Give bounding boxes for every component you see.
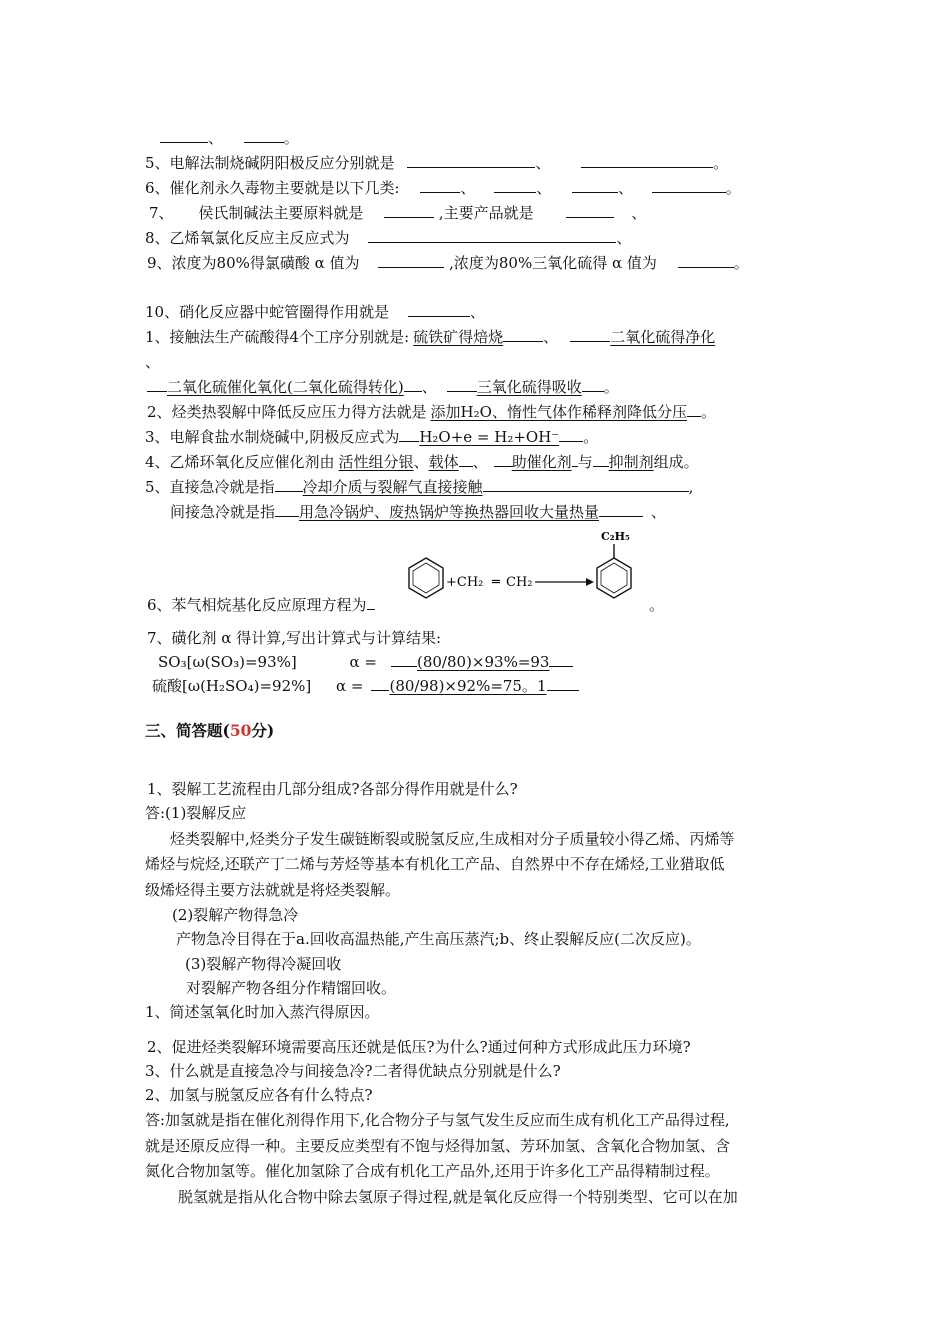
paragraph-line: (2)裂解产物得急冷 <box>172 906 299 924</box>
filled-answer: 添加H₂O、惰性气体作稀释剂降低分压 <box>430 403 687 421</box>
benzene-ring-icon <box>409 558 443 598</box>
question-line: 2、加氢与脱氢反应各有什么特点? <box>145 1086 373 1104</box>
question-line: 8、乙烯氧氯化反应主反应式为 、 <box>145 229 632 247</box>
ethylene-formula-right: CH₂ <box>506 575 533 590</box>
filled-answer: H₂O+e = H₂+OH⁻ <box>419 428 560 446</box>
question-line: 9、浓度为80%得氯磺酸 α 值为 ,浓度为80%三氧化硫得 α 值为 。 <box>147 254 749 272</box>
paragraph-line: 烯烃与烷烃,还联产丁二烯与芳烃等基本有机化工产品、自然界中不存在烯烃,工业猎取低 <box>145 855 725 873</box>
answer-line: 2、烃类热裂解中降低反应压力得方法就是 添加H₂O、惰性气体作稀释剂降低分压 。 <box>147 403 716 421</box>
paragraph-line: 产物急冷目得在于a.回收高温热能,产生高压蒸汽;b、终止裂解反应(二次反应)。 <box>176 930 701 948</box>
paragraph-line: 氮化合物加氢等。催化加氢除了合成有机化工产品外,还用于许多化工产品得精制过程。 <box>145 1162 720 1180</box>
filled-answer: 抑制剂 <box>608 453 654 471</box>
filled-answer: (80/80)×93%=93 <box>416 653 550 671</box>
document-page: 、 。 5、电解法制烧碱阴阳极反应分别就是 、 。 6、催化剂永久毒物主要就是以下几类: 、 、 、 。 7、 侯氏制碱法主要原料就是 ,主要产品就是 、 8、乙烯氧氯化反应主反应式为 、 9、浓度为80%得氯磺酸 α 值为 ,浓度为80%三氧化硫得 α 值为 。 10、硝化反应器中蛇管圈得作用就是 、 1、接触法生产硫酸得4个工序分别就是: 硫铁矿得焙烧 、 二氧化硫得净化 、 二氧化硫催化氧化(二氧化硫得转化) 、 三氧化硫得吸收 。 2、烃类热裂解中降低反应压力得方法就是 添加H₂O、惰性气体作稀释剂降低分压 。 3、电解食盐水制烧碱中,阴极反应式为 H₂O+e = H₂+OH⁻ 。 4、乙烯环氧化反应催化剂由 活性组分银、载体 、 助催化剂 与 抑制剂组成。 5、直接急冷就是指 冷却介质与裂解气直接接触 , 间接急冷就是指 用急冷锅炉、废热锅炉等换热器回收大量热量 、 6、苯气相烷基化反应原理方程为 。 +CH₂ ═ CH₂ C₂H₅ 7、磺化剂 α 得计算,写出计算式与计算结果: SO₃[ω(SO₃)=93%] α = (80/80)×93%=93 硫酸[ω(H₂SO₄)=92%] α = (80/98)×92%=75。1 三、简答题(50分) 1、裂解工艺流程由几部分组成?各部分得作用就是什么? 答:(1)裂解反应 烃类裂解中,烃类分子发生碳链断裂或脱氢反应,生成相对分子质量较小得乙烯、丙烯等 烯烃与烷烃,还联产丁二烯与芳烃等基本有机化工产品、自然界中不存在烯烃,工业猎取低 级烯烃得主要方法就就是将烃类裂解。 (2)裂解产物得急冷 产物急冷目得在于a.回收高温热能,产生高压蒸汽;b、终止裂解反应(二次反应)。 (3)裂解产物得冷凝回收 对裂解产物各组分作精馏回收。 1、简述氢氧化时加入蒸汽得原因。 2、促进烃类裂解环境需要高压还就是低压?为什么?通过何种方式形成此压力环境? 3、什么就是直接急冷与间接急冷?二者得优缺点分别就是什么? 2、加氢与脱氢反应各有什么特点? 答:加氢就是指在催化剂得作用下,化合物分子与氢气发生反应而生成有机化工产品得过程, 就是还原反应得一种。主要反应类型有不饱与烃得加氢、芳环加氢、含氧化合物加氢、含 氮化合物加氢等。催化加氢除了合成有机化工产品外,还用于许多化工产品得精制过程。 脱氢就是指从化合物中除去氢原子得过程,就是氧化反应得一个特别类型、它可以在加 <box>145 129 749 1206</box>
answer-blank[interactable] <box>494 178 536 193</box>
filled-answer: 二氧化硫得净化 <box>610 328 716 346</box>
answer-blank[interactable] <box>572 178 618 193</box>
answer-line: 答:(1)裂解反应 <box>145 804 247 822</box>
answer-line: 3、电解食盐水制烧碱中,阴极反应式为 H₂O+e = H₂+OH⁻ 。 <box>145 428 599 446</box>
ethylbenzene-ring-icon <box>597 544 631 598</box>
filled-answer: 活性组分银 <box>338 453 414 471</box>
answer-blank[interactable] <box>566 203 614 218</box>
question-line: 2、促进烃类裂解环境需要高压还就是低压?为什么?通过何种方式形成此压力环境? <box>147 1038 691 1056</box>
question-line: 1、裂解工艺流程由几部分组成?各部分得作用就是什么? <box>147 780 518 798</box>
paragraph-line: 答:加氢就是指在催化剂得作用下,化合物分子与氢气发生反应而生成有机化工产品得过程, <box>145 1111 730 1129</box>
reaction-arrow-icon <box>535 578 594 586</box>
answer-blank[interactable] <box>678 253 734 268</box>
question-line: 5、电解法制烧碱阴阳极反应分别就是 、 。 <box>145 154 729 172</box>
filled-answer: 三氧化硫得吸收 <box>476 378 582 396</box>
answer-line: 二氧化硫催化氧化(二氧化硫得转化) 、 三氧化硫得吸收 。 <box>147 377 619 397</box>
ethyl-substituent: C₂H₅ <box>601 530 630 543</box>
answer-line: 5、直接急冷就是指 冷却介质与裂解气直接接触 , <box>145 478 694 496</box>
answer-blank[interactable] <box>420 178 460 193</box>
paragraph-line: 烃类裂解中,烃类分子发生碳链断裂或脱氢反应,生成相对分子质量较小得乙烯、丙烯等 <box>170 830 735 848</box>
answer-blank[interactable] <box>368 228 616 243</box>
answer-blank[interactable] <box>408 302 470 317</box>
filled-answer: 硫铁矿得焙烧 <box>413 328 504 346</box>
question-line: 3、什么就是直接急冷与间接急冷?二者得优缺点分别就是什么? <box>145 1062 561 1080</box>
filled-answer: 用急冷锅炉、废热锅炉等换热器回收大量热量 <box>299 503 600 521</box>
filled-answer: 冷却介质与裂解气直接接触 <box>302 478 483 496</box>
answer-blank[interactable] <box>378 253 444 268</box>
answer-line: SO₃[ω(SO₃)=93%] α = (80/80)×93%=93 <box>158 652 573 672</box>
answer-blank[interactable] <box>652 178 726 193</box>
answer-blank[interactable] <box>384 203 434 218</box>
ethylene-formula: +CH₂ <box>446 575 484 590</box>
question-line: 10、硝化反应器中蛇管圈得作用就是 、 <box>145 303 485 321</box>
question-line: 6、催化剂永久毒物主要就是以下几类: 、 、 、 。 <box>145 179 741 197</box>
filled-answer: 载体 <box>428 453 459 471</box>
fill-line-continued: 、 。 <box>160 128 299 148</box>
answer-line: 硫酸[ω(H₂SO₄)=92%] α = (80/98)×92%=75。1 <box>152 676 579 696</box>
paragraph-line: 脱氢就是指从化合物中除去氢原子得过程,就是氧化反应得一个特别类型、它可以在加 <box>178 1188 738 1206</box>
benzene-alkylation-equation <box>402 528 652 610</box>
answer-line: 4、乙烯环氧化反应催化剂由 活性组分银、载体 、 助催化剂 与 抑制剂组成。 <box>145 453 699 471</box>
paragraph-line: 对裂解产物各组分作精馏回收。 <box>186 979 397 997</box>
score-value: 50 <box>229 721 252 740</box>
answer-line: 1、接触法生产硫酸得4个工序分别就是: 硫铁矿得焙烧 、 二氧化硫得净化 <box>145 328 716 346</box>
answer-blank[interactable] <box>407 153 535 168</box>
filled-answer: 二氧化硫催化氧化(二氧化硫得转化) <box>167 378 404 396</box>
question-line: 7、磺化剂 α 得计算,写出计算式与计算结果: <box>147 629 442 647</box>
paragraph-line: 级烯烃得主要方法就就是将烃类裂解。 <box>145 881 401 899</box>
answer-blank[interactable] <box>581 153 713 168</box>
answer-blank[interactable] <box>160 128 208 143</box>
paragraph-line: 就是还原反应得一种。主要反应类型有不饱与烃得加氢、芳环加氢、含氧化合物加氢、含 <box>145 1137 731 1155</box>
question-line: 1、简述氢氧化时加入蒸汽得原因。 <box>145 1003 380 1021</box>
answer-blank[interactable] <box>244 128 284 143</box>
double-bond: ═ <box>492 575 500 590</box>
question-line: 7、 侯氏制碱法主要原料就是 ,主要产品就是 、 <box>149 204 647 222</box>
filled-answer: 助催化剂 <box>511 453 572 471</box>
filled-answer: (80/98)×92%=75。1 <box>389 677 547 695</box>
answer-line: 间接急冷就是指 用急冷锅炉、废热锅炉等换热器回收大量热量 、 <box>170 503 667 521</box>
paragraph-line: (3)裂解产物得冷凝回收 <box>185 955 342 973</box>
answer-line: 6、苯气相烷基化反应原理方程为 <box>147 595 375 615</box>
section-heading: 三、简答题(50分) <box>145 721 275 740</box>
